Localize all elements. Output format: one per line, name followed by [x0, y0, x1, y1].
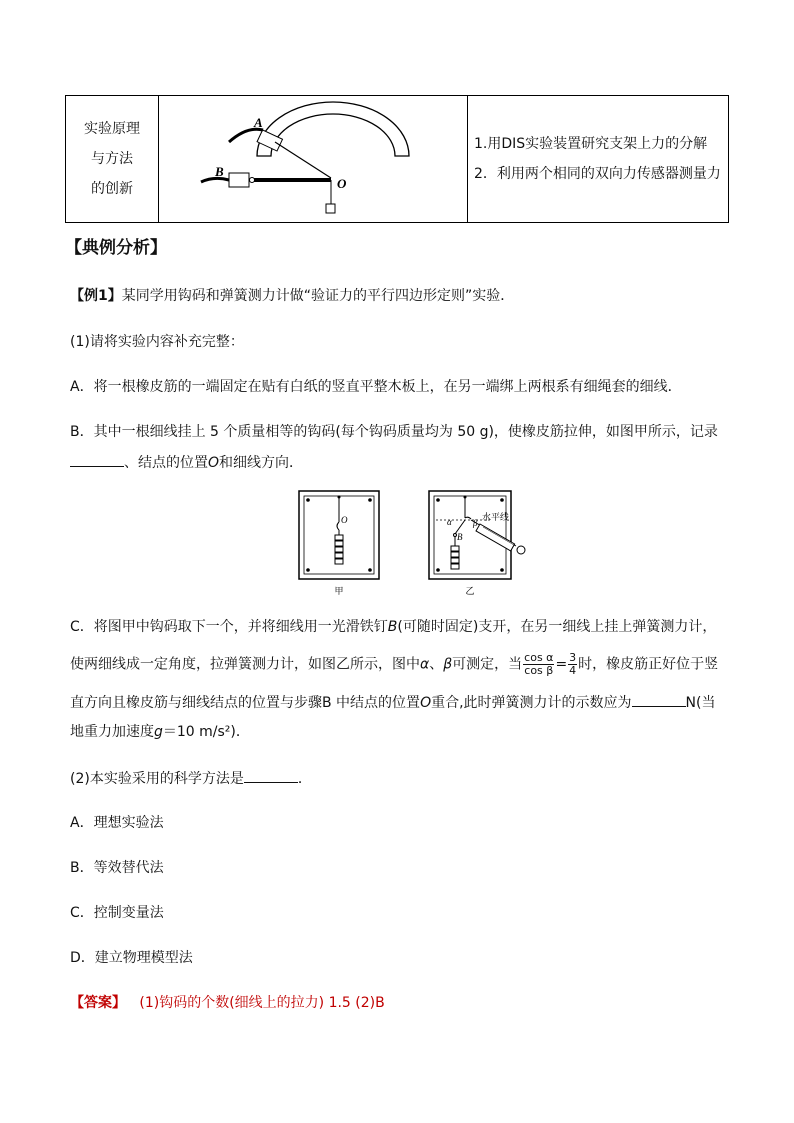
figure-jia	[298, 490, 380, 600]
step-c-line3	[70, 692, 715, 713]
step-c-text: N(当	[685, 695, 716, 711]
step-c-text: 可测定，当	[452, 656, 523, 673]
row-label-cell	[66, 96, 159, 223]
step-c-text: 直方向且橡皮筋与细线结点的位置与步骤B 中结点的位置	[70, 695, 421, 711]
answer-blank	[70, 452, 124, 467]
innovation-item: 1.用DIS实验装置研究支架上力的分解	[474, 136, 708, 152]
step-c-line1	[70, 617, 716, 637]
innovation-list-cell	[468, 96, 729, 223]
answer-blank	[244, 768, 298, 783]
step-c-o: O	[420, 695, 432, 711]
gravity-symbol: g	[154, 724, 163, 740]
alpha-symbol: α	[420, 656, 430, 673]
section-heading: 【典例分析】	[65, 238, 167, 258]
step-c-text: 地重力加速度	[70, 724, 154, 740]
step-c-text: C．将图甲中钩码取下一个，并将细线用一光滑铁钉	[70, 619, 388, 635]
option-a: A．理想实验法	[70, 815, 164, 831]
answer-tag: 【答案】	[70, 995, 126, 1011]
answer-line	[70, 993, 385, 1013]
label-b: B	[215, 164, 224, 179]
fig-yi-horizontal: 水平线	[482, 513, 510, 523]
option-b: B．等效替代法	[70, 860, 164, 876]
diagram-cell	[159, 96, 468, 223]
step-b-text-end: 和细线方向．	[219, 455, 304, 471]
fig-jia-o: O	[341, 515, 348, 525]
fraction-denominator: 4	[569, 664, 577, 677]
fraction-denominator: cos β	[524, 664, 554, 677]
bracket-diagram	[159, 96, 467, 222]
separator: 、	[429, 656, 444, 673]
fig-yi-beta: β	[473, 518, 478, 528]
step-c-line2	[70, 652, 718, 677]
innovation-item: 2．利用两个相同的双向力传感器测量力	[474, 166, 721, 182]
row-label-line: 与方法	[91, 151, 133, 167]
step-b-text: 、结点的位置	[124, 455, 208, 471]
fig-yi-alpha: α	[447, 517, 452, 527]
question-2-end: ．	[297, 771, 312, 787]
step-c-line4	[70, 722, 250, 742]
step-c-b: B	[387, 619, 398, 635]
beta-symbol: β	[443, 656, 453, 673]
step-c-text: ＝10 m/s²)．	[162, 724, 250, 740]
equals-sign: =	[555, 656, 568, 673]
step-c-text: 时，橡皮筋正好位于竖	[578, 656, 719, 673]
answer-blank	[632, 692, 686, 707]
cos-ratio-fraction	[523, 652, 554, 677]
step-b-line2	[70, 452, 303, 473]
example-intro	[70, 286, 514, 306]
innovation-table	[65, 95, 729, 223]
fig-yi-b: B	[457, 532, 463, 542]
fraction-numerator: cos α	[524, 651, 554, 664]
step-a: A．将一根橡皮筋的一端固定在贴有白纸的竖直平整木板上，在另一端绑上两根系有细绳套的细线．	[70, 379, 682, 395]
question-2	[70, 768, 312, 789]
fig-jia-caption: 甲	[334, 587, 344, 597]
value-fraction	[568, 652, 577, 677]
question-1: (1)请将实验内容补充完整：	[70, 334, 244, 350]
example-tag: 【例1】	[70, 288, 122, 304]
row-label-line: 的创新	[91, 181, 133, 197]
step-b-o: O	[208, 455, 220, 471]
fraction-numerator: 3	[569, 651, 577, 664]
step-c-text: (可随时固定)支开，在另一细线上挂上弹簧测力计，	[397, 619, 717, 635]
label-o: O	[337, 176, 347, 191]
option-d: D．建立物理模型法	[70, 950, 193, 966]
figure-yi	[428, 490, 538, 600]
option-c: C．控制变量法	[70, 905, 164, 921]
row-label-line: 实验原理	[84, 121, 140, 137]
answer-text: (1)钩码的个数(细线上的拉力) 1.5 (2)B	[139, 995, 385, 1011]
step-c-text: 使两细线成一定角度，拉弹簧测力计，如图乙所示，图中	[70, 656, 420, 673]
label-a: A	[254, 115, 263, 130]
step-c-text: 重合,此时弹簧测力计的示数应为	[431, 695, 632, 711]
question-2-text: (2)本实验采用的科学方法是	[70, 771, 244, 787]
step-b-line1: B．其中一根细线挂上 5 个质量相等的钩码(每个钩码质量均为 50 g)，使橡皮筋拉伸，如图甲所示，记录	[70, 424, 718, 440]
example-intro-text: 某同学用钩码和弹簧测力计做“验证力的平行四边形定则”实验．	[121, 288, 515, 304]
fig-yi-caption: 乙	[465, 587, 475, 597]
